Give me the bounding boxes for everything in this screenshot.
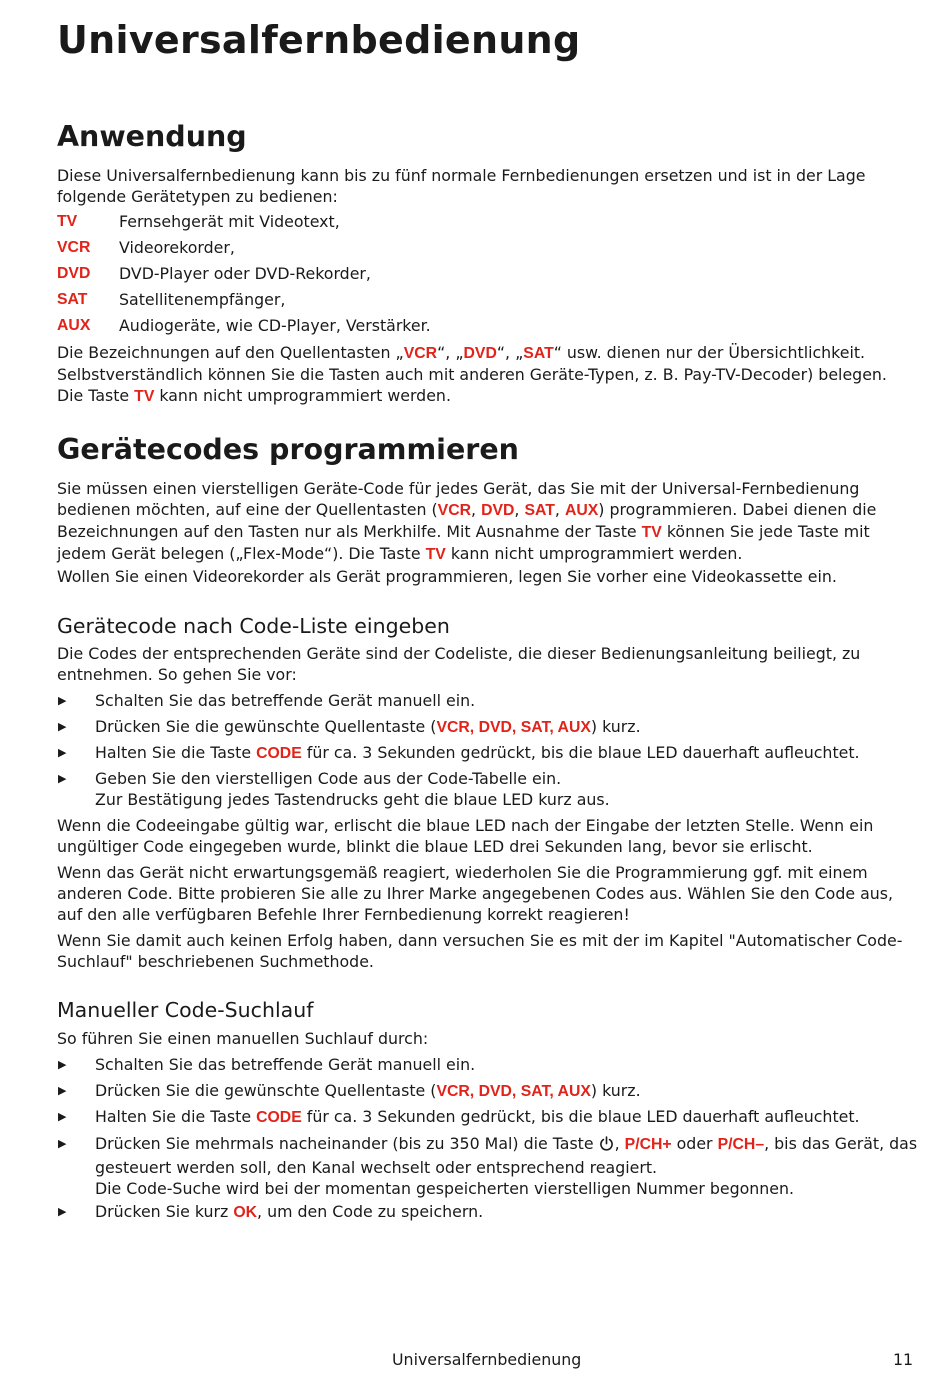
device-desc: Fernsehgerät mit Videotext,	[119, 212, 340, 231]
list-item: ▶ Geben Sie den vierstelligen Code aus der Code-Tabelle ein. Zur Bestätigung jedes Tastendrucks geht die blaue LED kurz aus.	[58, 769, 610, 809]
power-icon	[599, 1136, 614, 1157]
device-item-aux	[57, 313, 919, 339]
codeliste-led-note: Wenn die Codeeingabe gültig war, erlischt die blaue LED nach der Eingabe der letzten Stelle. Wenn ein ungültiger Code eingegeben wurde, blinkt die blaue LED drei Sekunden lang, bevor sie erlischt.	[57, 816, 874, 856]
manuell-intro: So führen Sie einen manuellen Suchlauf durch:	[57, 1029, 429, 1048]
bullet-arrow-icon: ▶	[58, 1058, 67, 1071]
bullet-arrow-icon: ▶	[58, 1205, 67, 1218]
codeliste-fallback-note: Wenn Sie damit auch keinen Erfolg haben, dann versuchen Sie es mit der im Kapitel "Automatischer Code-Suchlauf" beschriebenen Suchmethode.	[57, 931, 903, 971]
section-heading-anwendung: Anwendung	[57, 120, 247, 153]
device-item-tv	[57, 209, 919, 235]
bullet-arrow-icon: ▶	[58, 746, 67, 759]
device-desc: Videorekorder,	[119, 238, 235, 257]
bullet-arrow-icon: ▶	[58, 1084, 67, 1097]
device-abbr: TV	[57, 213, 78, 230]
bullet-arrow-icon: ▶	[58, 1137, 67, 1150]
list-item: ▶ Drücken Sie mehrmals nacheinander (bis zu 350 Mal) die Taste , P/CH+ oder P/CH–, bis das Gerät, das gesteuert werden soll, den Kanal wechselt oder entsprechend reagiert. Die Code-Suche wird bei der momentan gespeicherten vierstelligen Nummer begonnen.	[58, 1134, 918, 1198]
list-item: ▶ Halten Sie die Taste CODE für ca. 3 Sekunden gedrückt, bis die blaue LED dauerhaft aufleuchtet.	[58, 743, 860, 762]
device-desc: DVD-Player oder DVD-Rekorder,	[119, 264, 371, 283]
geraetecodes-videokassette: Wollen Sie einen Videorekorder als Gerät programmieren, legen Sie vorher eine Videokassette ein.	[57, 567, 837, 586]
subsection-heading-manuell: Manueller Code-Suchlauf	[57, 998, 314, 1022]
page-number: 11	[893, 1350, 914, 1369]
bullet-arrow-icon: ▶	[58, 1110, 67, 1123]
list-item: ▶ Schalten Sie das betreffende Gerät manuell ein.	[58, 691, 476, 710]
device-abbr: SAT	[57, 291, 88, 308]
codeliste-retry-note: Wenn das Gerät nicht erwartungsgemäß reagiert, wiederholen Sie die Programmierung ggf. mit einem anderen Code. Bitte probieren Sie alle zu Ihrer Marke angegebenen Codes aus. Wählen Sie den Code aus, auf den alle verfügbaren Befehle Ihrer Fernbedienung korrekt reagieren!	[57, 863, 894, 924]
device-item-sat	[57, 287, 919, 313]
bullet-arrow-icon: ▶	[58, 694, 67, 707]
device-item-vcr	[57, 235, 919, 261]
bullet-arrow-icon: ▶	[58, 720, 67, 733]
device-abbr: DVD	[57, 265, 91, 282]
anwendung-note: Die Bezeichnungen auf den Quellentasten „VCR“, „DVD“, „SAT“ usw. dienen nur der Übersichtlichkeit. Selbstverständlich können Sie die Tasten auch mit anderen Geräte-Typen, z. B. Pay-TV-Decoder) belegen. Die Taste TV kann nicht umprogrammiert werden.	[57, 343, 887, 405]
device-desc: Satellitenempfänger,	[119, 290, 286, 309]
codeliste-intro: Die Codes der entsprechenden Geräte sind der Codeliste, die dieser Bedienungsanleitung beiliegt, zu entnehmen. So gehen Sie vor:	[57, 644, 861, 684]
device-item-dvd	[57, 261, 919, 287]
list-item: ▶ Drücken Sie die gewünschte Quellentaste (VCR, DVD, SAT, AUX) kurz.	[58, 717, 641, 736]
list-item: ▶ Schalten Sie das betreffende Gerät manuell ein.	[58, 1055, 476, 1074]
list-item: ▶ Halten Sie die Taste CODE für ca. 3 Sekunden gedrückt, bis die blaue LED dauerhaft aufleuchtet.	[58, 1107, 860, 1126]
geraetecodes-text: Sie müssen einen vierstelligen Geräte-Code für jedes Gerät, das Sie mit der Universal-Fernbedienung bedienen möchten, auf eine der Quellentasten (VCR, DVD, SAT, AUX) programmieren. Dabei dienen die Bezeichnungen auf den Tasten nur als Merkhilfe. Mit Ausnahme der Taste TV können Sie jede Taste mit jedem Gerät belegen („Flex-Mode“). Die Taste TV kann nicht umprogrammiert werden.	[57, 479, 877, 563]
list-item: ▶ Drücken Sie die gewünschte Quellentaste (VCR, DVD, SAT, AUX) kurz.	[58, 1081, 641, 1100]
device-abbr: VCR	[57, 239, 91, 256]
section-heading-geraetecodes: Gerätecodes programmieren	[57, 433, 519, 466]
list-item: ▶ Drücken Sie kurz OK, um den Code zu speichern.	[58, 1202, 484, 1221]
subsection-heading-codeliste: Gerätecode nach Code-Liste eingeben	[57, 614, 450, 638]
device-list	[57, 209, 919, 339]
anwendung-intro: Diese Universalfernbedienung kann bis zu fünf normale Fernbedienungen ersetzen und ist in der Lage folgende Gerätetypen zu bedienen:	[57, 166, 866, 206]
footer-label: Universalfernbedienung	[392, 1350, 582, 1369]
bullet-arrow-icon: ▶	[58, 772, 67, 785]
page-title: Universalfernbedienung	[57, 18, 581, 62]
device-abbr: AUX	[57, 317, 91, 334]
device-desc: Audiogeräte, wie CD-Player, Verstärker.	[119, 316, 431, 335]
